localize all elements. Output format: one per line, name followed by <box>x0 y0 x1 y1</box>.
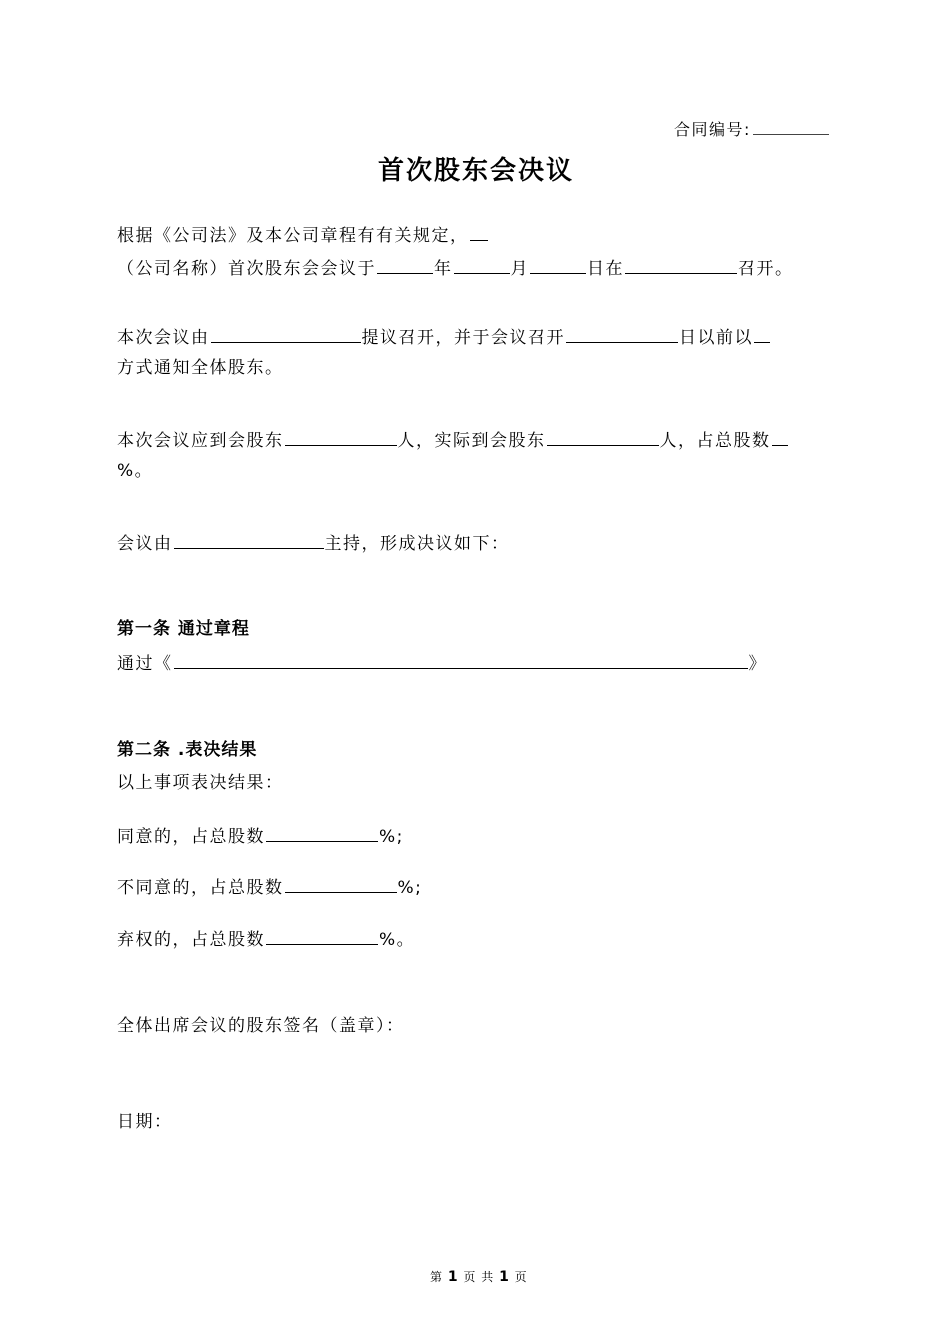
paragraph-2-line-2: 方式通知全体股东。 <box>117 358 284 378</box>
p2-text-a: 本次会议由 <box>117 328 210 348</box>
blank-chairperson[interactable] <box>174 532 324 549</box>
paragraph-3-line-1 <box>117 429 789 451</box>
blank-abstain-shares[interactable] <box>266 928 378 945</box>
p1-line2-text: （公司名称）首次股东会会议于 <box>117 259 376 279</box>
p3-text-a: 本次会议应到会股东 <box>117 431 284 451</box>
blank-proposer[interactable] <box>211 326 361 343</box>
p3-text-c: 人，占总股数 <box>659 431 771 451</box>
article-2-intro: 以上事项表决结果： <box>117 773 284 793</box>
footer-total-pages: 1 <box>499 1269 510 1285</box>
article-1-heading: 第一条 通过章程 <box>117 619 250 639</box>
agree-text: 同意的，占总股数 <box>117 827 265 847</box>
blank-location[interactable] <box>625 257 737 274</box>
p4-text-a: 会议由 <box>117 534 173 554</box>
agree-percent: %; <box>379 827 404 847</box>
blank-month[interactable] <box>454 257 510 274</box>
blank-notice-method[interactable] <box>754 326 770 343</box>
contract-number <box>674 118 829 140</box>
contract-number-blank[interactable] <box>753 118 829 135</box>
article-1-body <box>117 652 767 674</box>
contract-number-label: 合同编号: <box>674 120 751 139</box>
blank-expected-shareholders[interactable] <box>285 429 397 446</box>
art1-open-text: 通过《 <box>117 654 173 674</box>
p1-year-label: 年 <box>434 259 453 279</box>
date-line: 日期： <box>117 1112 173 1132</box>
blank-actual-shareholders[interactable] <box>547 429 659 446</box>
vote-abstain <box>117 928 415 950</box>
p1-month-label: 月 <box>510 259 529 279</box>
p4-text-b: 主持，形成决议如下： <box>324 534 510 554</box>
p1-convene-text: 召开。 <box>738 259 794 279</box>
disagree-percent: %; <box>397 878 423 898</box>
document-title: 首次股东会决议 <box>378 156 575 186</box>
blank-year[interactable] <box>377 257 433 274</box>
paragraph-3-line-2: %。 <box>117 461 154 481</box>
disagree-text: 不同意的，占总股数 <box>117 878 284 898</box>
paragraph-1-line-1 <box>117 224 489 246</box>
paragraph-4 <box>117 532 510 554</box>
footer-page-number: 1 <box>447 1269 459 1285</box>
blank-share-percent[interactable] <box>772 429 788 446</box>
p3-text-b: 人，实际到会股东 <box>397 431 546 451</box>
vote-agree <box>117 825 404 847</box>
p2-text-c: 日以前以 <box>679 328 753 348</box>
blank-agree-shares[interactable] <box>266 825 378 842</box>
blank-notice-days[interactable] <box>566 326 678 343</box>
paragraph-2-line-1 <box>117 326 771 348</box>
p1-line1-text: 根据《公司法》及本公司章程有有关规定， <box>117 226 469 246</box>
signature-line: 全体出席会议的股东签名（盖章）： <box>117 1016 405 1036</box>
footer-prefix: 第 <box>430 1270 444 1284</box>
art1-close-text: 》 <box>748 654 767 674</box>
abstain-text: 弃权的，占总股数 <box>117 930 265 950</box>
page-footer <box>430 1268 528 1285</box>
paragraph-1-line-2 <box>117 257 794 279</box>
blank-company-short[interactable] <box>470 224 488 241</box>
abstain-percent: %。 <box>379 930 416 950</box>
blank-day[interactable] <box>530 257 586 274</box>
footer-suffix: 页 <box>514 1270 528 1284</box>
blank-articles-name[interactable] <box>174 652 748 669</box>
blank-disagree-shares[interactable] <box>285 876 397 893</box>
p2-text-b: 提议召开，并于会议召开 <box>361 328 565 348</box>
p1-day-label: 日在 <box>587 259 624 279</box>
article-2-heading: 第二条 .表决结果 <box>117 740 258 760</box>
vote-disagree <box>117 876 422 898</box>
footer-mid: 页 共 <box>463 1270 495 1284</box>
